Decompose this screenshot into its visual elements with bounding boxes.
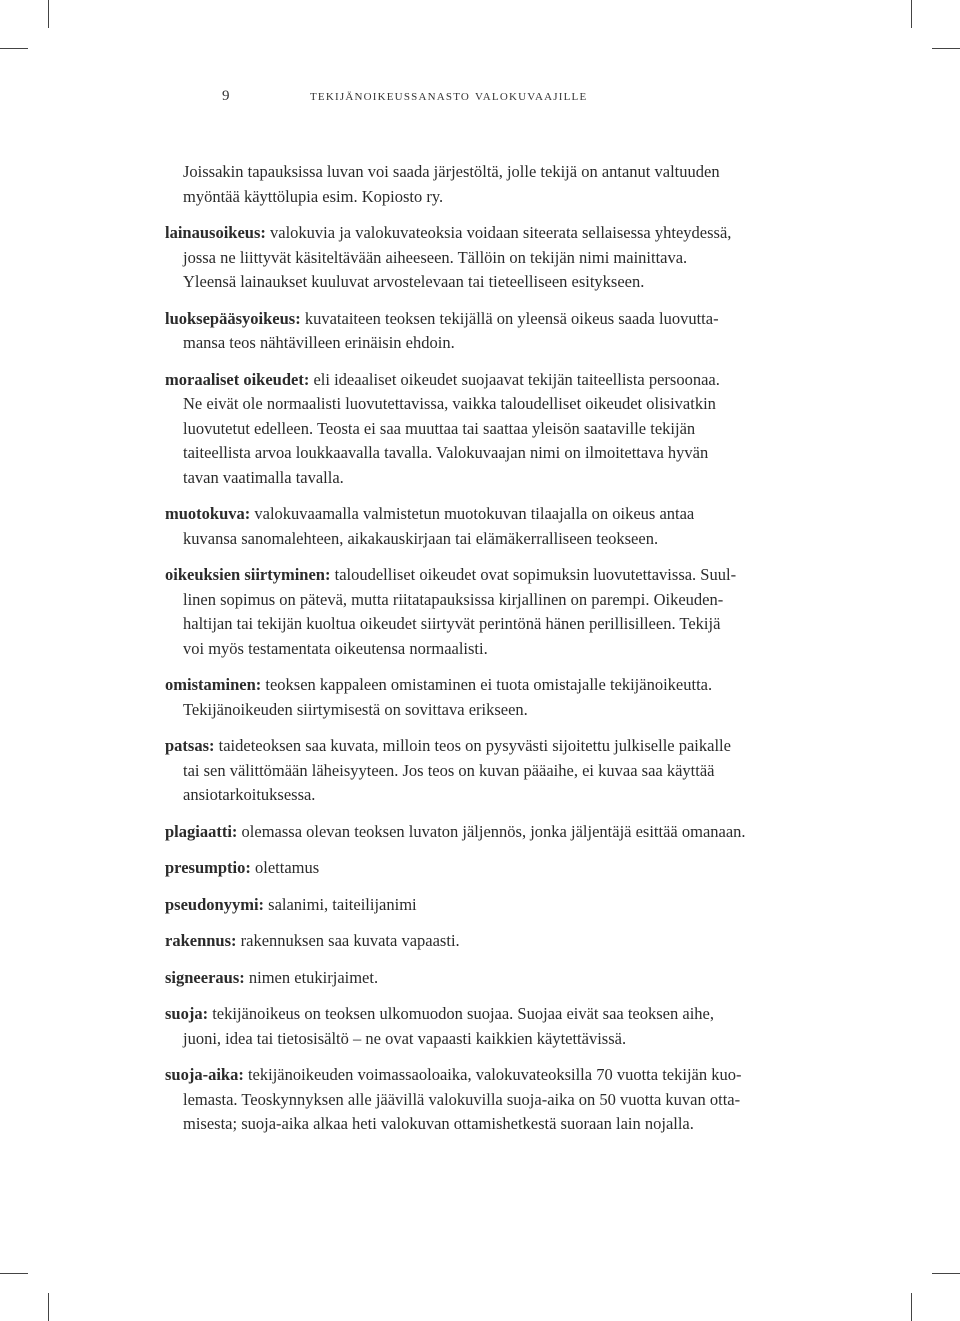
glossary-entry-lainausoikeus — [165, 221, 825, 295]
glossary-content — [165, 160, 825, 1149]
crop-mark-bottom-right — [911, 1293, 912, 1321]
crop-mark-top-left-horizontal — [0, 48, 28, 49]
entry-definition: teoksen kappaleen omistaminen ei tuota omistajalle tekijänoikeutta. Tekijänoikeuden siirtymisestä on sovittava erikseen. — [183, 675, 713, 719]
entry-term: moraaliset oikeudet: — [165, 369, 310, 389]
entry-term: presumptio: — [165, 858, 251, 877]
entry-definition: olemassa olevan teoksen luvaton jäljennös, jonka jäljentäjä esittää omanaan. — [237, 821, 746, 841]
entry-definition: kuvataiteen teoksen tekijällä on yleensä oikeus saada luovutta- mansa teos nähtävilleen erinäisin ehdoin. — [183, 308, 719, 352]
glossary-entry-suoja — [165, 1002, 825, 1051]
entry-definition: salanimi, taiteilijanimi — [264, 894, 417, 914]
entry-term: oikeuksien siirtyminen: — [165, 565, 331, 584]
glossary-entry-signeeraus — [165, 966, 825, 991]
entry-term: rakennus: — [165, 931, 237, 950]
crop-mark-top-left — [48, 0, 49, 28]
crop-mark-top-right-horizontal — [932, 48, 960, 49]
entry-term: suoja: — [165, 1004, 209, 1023]
entry-term: lainausoikeus: — [165, 223, 266, 242]
entry-definition: valokuvia ja valokuvateoksia voidaan siteerata sellaisessa yhteydessä, jossa ne liittyvät käsiteltävään aiheeseen. Tällöin on tekijän nimi mainittava. Yleensä lainaukset kuuluvat arvostelevaan tai tieteelliseen esitykseen. — [183, 223, 732, 291]
running-title: tekijänoikeussanasto valokuvaajille — [310, 88, 588, 104]
entry-definition: tekijänoikeus on teoksen ulkomuodon suojaa. Suojaa eivät saa teoksen aihe, juoni, idea tai tietosisältö – ne ovat vapaasti kaikkien käytettävissä. — [183, 1004, 714, 1048]
glossary-entry-plagiaatti — [165, 820, 825, 845]
entry-term: omistaminen: — [165, 675, 262, 694]
entry-term: luoksepääsyoikeus: — [165, 308, 301, 328]
crop-mark-bottom-left — [48, 1293, 49, 1321]
entry-definition: taloudelliset oikeudet ovat sopimuksin luovutettavissa. Suul- linen sopimus on pätevä, mutta riitatapauksissa kirjallinen on parempi. Oikeuden- haltijan tai tekijän kuoltua oikeudet siirtyvät perintönä hänen perillisilleen. Tekijä voi myös testamentata oikeutensa normaalisti. — [183, 565, 737, 658]
glossary-entry-oikeuksien-siirtyminen — [165, 563, 825, 661]
entry-definition: olettamus — [250, 858, 320, 877]
entry-term: signeeraus: — [165, 967, 245, 987]
entry-definition: nimen etukirjaimet. — [244, 967, 379, 987]
crop-mark-bottom-left-horizontal — [0, 1273, 28, 1274]
glossary-entry-luoksepaasyoikeus — [165, 307, 825, 356]
entry-definition: eli ideaaliset oikeudet suojaavat tekijän taiteellista persoonaa. Ne eivät ole normaalisti luovutettavissa, vaikka taloudelliset oikeudet olisivatkin luovutetut edelleen. Teosta ei saa muuttaa tai saattaa yleisön saataville tekijän taiteellista arvoa loukkaavalla tavalla. Valokuvaajan nimi on ilmoitettava hyvän tavan vaatimalla tavalla. — [183, 369, 720, 487]
entry-definition: tekijänoikeuden voimassaoloaika, valokuvateoksilla 70 vuotta tekijän kuo- lemasta. Teoskynnyksen alle jäävillä valokuvilla suoja-aika on 50 vuotta kuvan otta- misesta; suoja-aika alkaa heti valokuvan ottamishetkestä suoraan lain nojalla. — [183, 1065, 742, 1133]
glossary-entry-omistaminen — [165, 673, 825, 722]
crop-mark-top-right — [911, 0, 912, 28]
entry-term: patsas: — [165, 736, 215, 755]
glossary-entry-presumptio — [165, 856, 825, 881]
glossary-entry-pseudonyymi — [165, 893, 825, 918]
entry-definition: valokuvaamalla valmistetun muotokuvan tilaajalla on oikeus antaa kuvansa sanomalehteen, aikakauskirjaan tai elämäkerralliseen teokseen. — [183, 504, 695, 548]
page-number: 9 — [222, 88, 230, 104]
glossary-entry-rakennus — [165, 929, 825, 954]
entry-definition: rakennuksen saa kuvata vapaasti. — [236, 931, 460, 950]
entry-definition: taideteoksen saa kuvata, milloin teos on pysyvästi sijoitettu julkiselle paikalle tai sen välittömään läheisyyteen. Jos teos on kuvan pääaihe, ei kuvaa saa käyttää ansiotarkoituksessa. — [183, 736, 731, 804]
glossary-entry-patsas — [165, 734, 825, 808]
entry-term: muotokuva: — [165, 504, 251, 523]
entry-term: pseudonyymi: — [165, 894, 265, 914]
glossary-entry-suoja-aika — [165, 1063, 825, 1137]
entry-term: plagiaatti: — [165, 821, 238, 841]
crop-mark-bottom-right-horizontal — [932, 1273, 960, 1274]
entry-term: suoja-aika: — [165, 1065, 244, 1084]
glossary-entry-moraaliset-oikeudet — [165, 368, 825, 491]
page-header — [222, 88, 587, 105]
glossary-entry-muotokuva — [165, 502, 825, 551]
intro-paragraph: Joissakin tapauksissa luvan voi saada järjestöltä, jolle tekijä on antanut valtuuden myöntää käyttölupia esim. Kopiosto ry. — [183, 162, 720, 206]
